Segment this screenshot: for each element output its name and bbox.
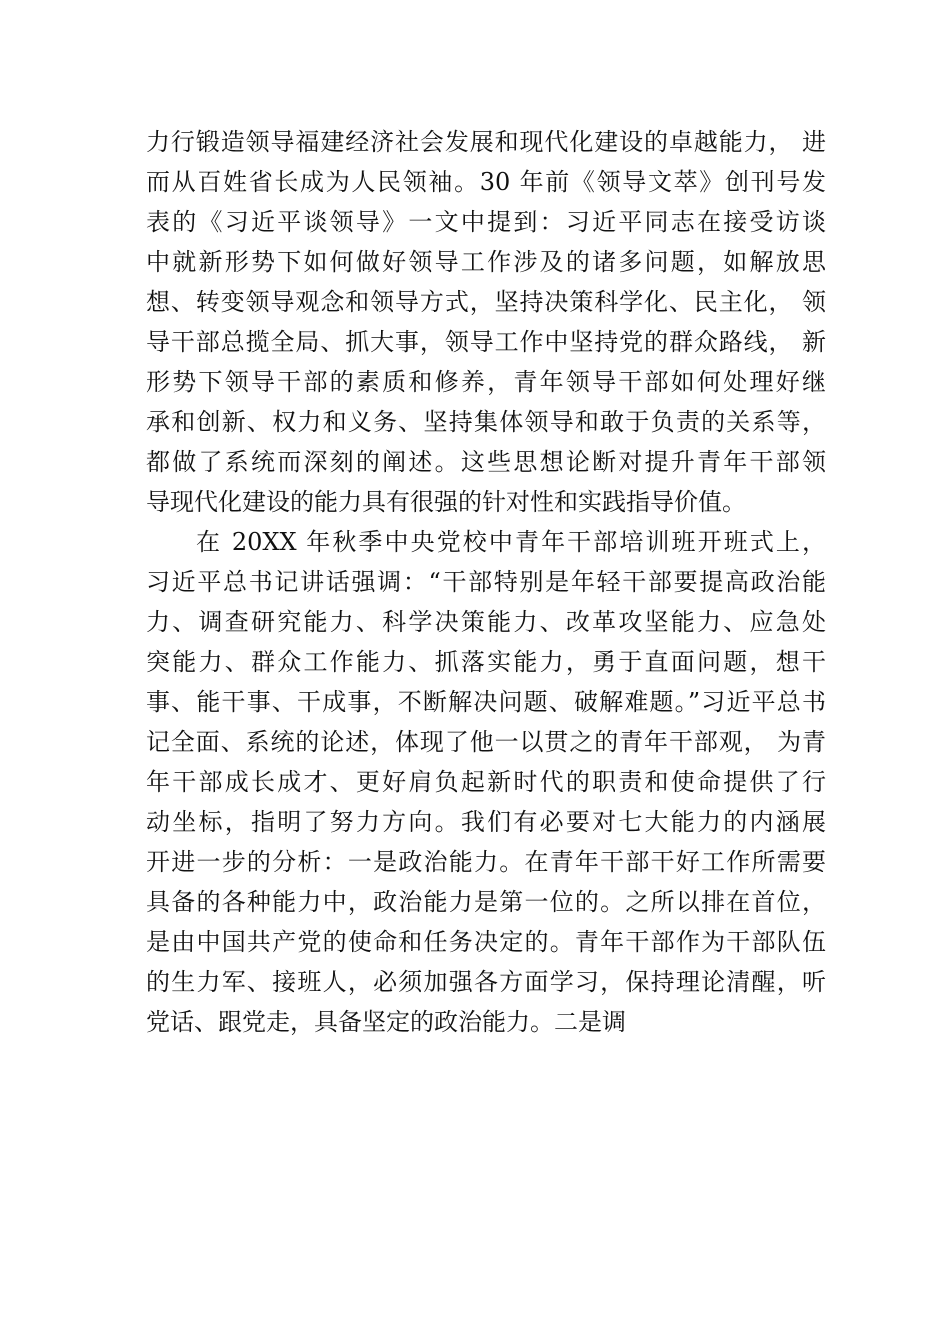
text-line: 力行锻造领导福建经济社会发展和现代化建设的卓越能力， 进 [146, 128, 826, 156]
text-line: 想、转变领导观念和领导方式，坚持决策科学化、民主化， 领 [146, 288, 826, 316]
text-line: 年干部成长成才、更好肩负起新时代的职责和使命提供了行 [146, 768, 826, 796]
text-line: 都做了系统而深刻的阐述。这些思想论断对提升青年干部领 [146, 448, 826, 476]
text-line: 力、调查研究能力、科学决策能力、改革攻坚能力、应急处 [146, 608, 826, 636]
text-line: 具备的各种能力中，政治能力是第一位的。之所以排在首位， [146, 888, 826, 916]
text-line: 导现代化建设的能力具有很强的针对性和实践指导价值。 [146, 488, 746, 516]
body-text [146, 122, 826, 1042]
text-line: 而从百姓省长成为人民领袖。30 年前《领导文萃》创刊号发 [146, 168, 826, 196]
text-line: 的生力军、接班人，必须加强各方面学习，保持理论清醒，听 [146, 968, 826, 996]
text-line: 承和创新、权力和义务、坚持集体领导和敢于负责的关系等， [146, 408, 826, 436]
text-line: 开进一步的分析：一是政治能力。在青年干部干好工作所需要 [146, 848, 826, 876]
text-line: 党话、跟党走，具备坚定的政治能力。二是调 [146, 1008, 626, 1036]
text-line: 突能力、群众工作能力、抓落实能力，勇于直面问题，想干 [146, 648, 826, 676]
text-line: 记全面、系统的论述，体现了他一以贯之的青年干部观， 为青 [146, 728, 826, 756]
text-line: 形势下领导干部的素质和修养，青年领导干部如何处理好继 [146, 368, 826, 396]
text-line: 中就新形势下如何做好领导工作涉及的诸多问题，如解放思 [146, 248, 826, 276]
paragraph-first-line: 在 20XX 年秋季中央党校中青年干部培训班开班式上， [196, 528, 826, 556]
text-line: 动坐标，指明了努力方向。我们有必要对七大能力的内涵展 [146, 808, 826, 836]
text-line: 习近平总书记讲话强调：“干部特别是年轻干部要提高政治能 [146, 568, 826, 596]
text-line: 是由中国共产党的使命和任务决定的。青年干部作为干部队伍 [146, 928, 826, 956]
text-line: 事、能干事、干成事，不断解决问题、破解难题。”习近平总书 [146, 688, 826, 716]
text-line: 表的《习近平谈领导》一文中提到：习近平同志在接受访谈 [146, 208, 826, 236]
text-line: 导干部总揽全局、抓大事，领导工作中坚持党的群众路线， 新 [146, 328, 826, 356]
